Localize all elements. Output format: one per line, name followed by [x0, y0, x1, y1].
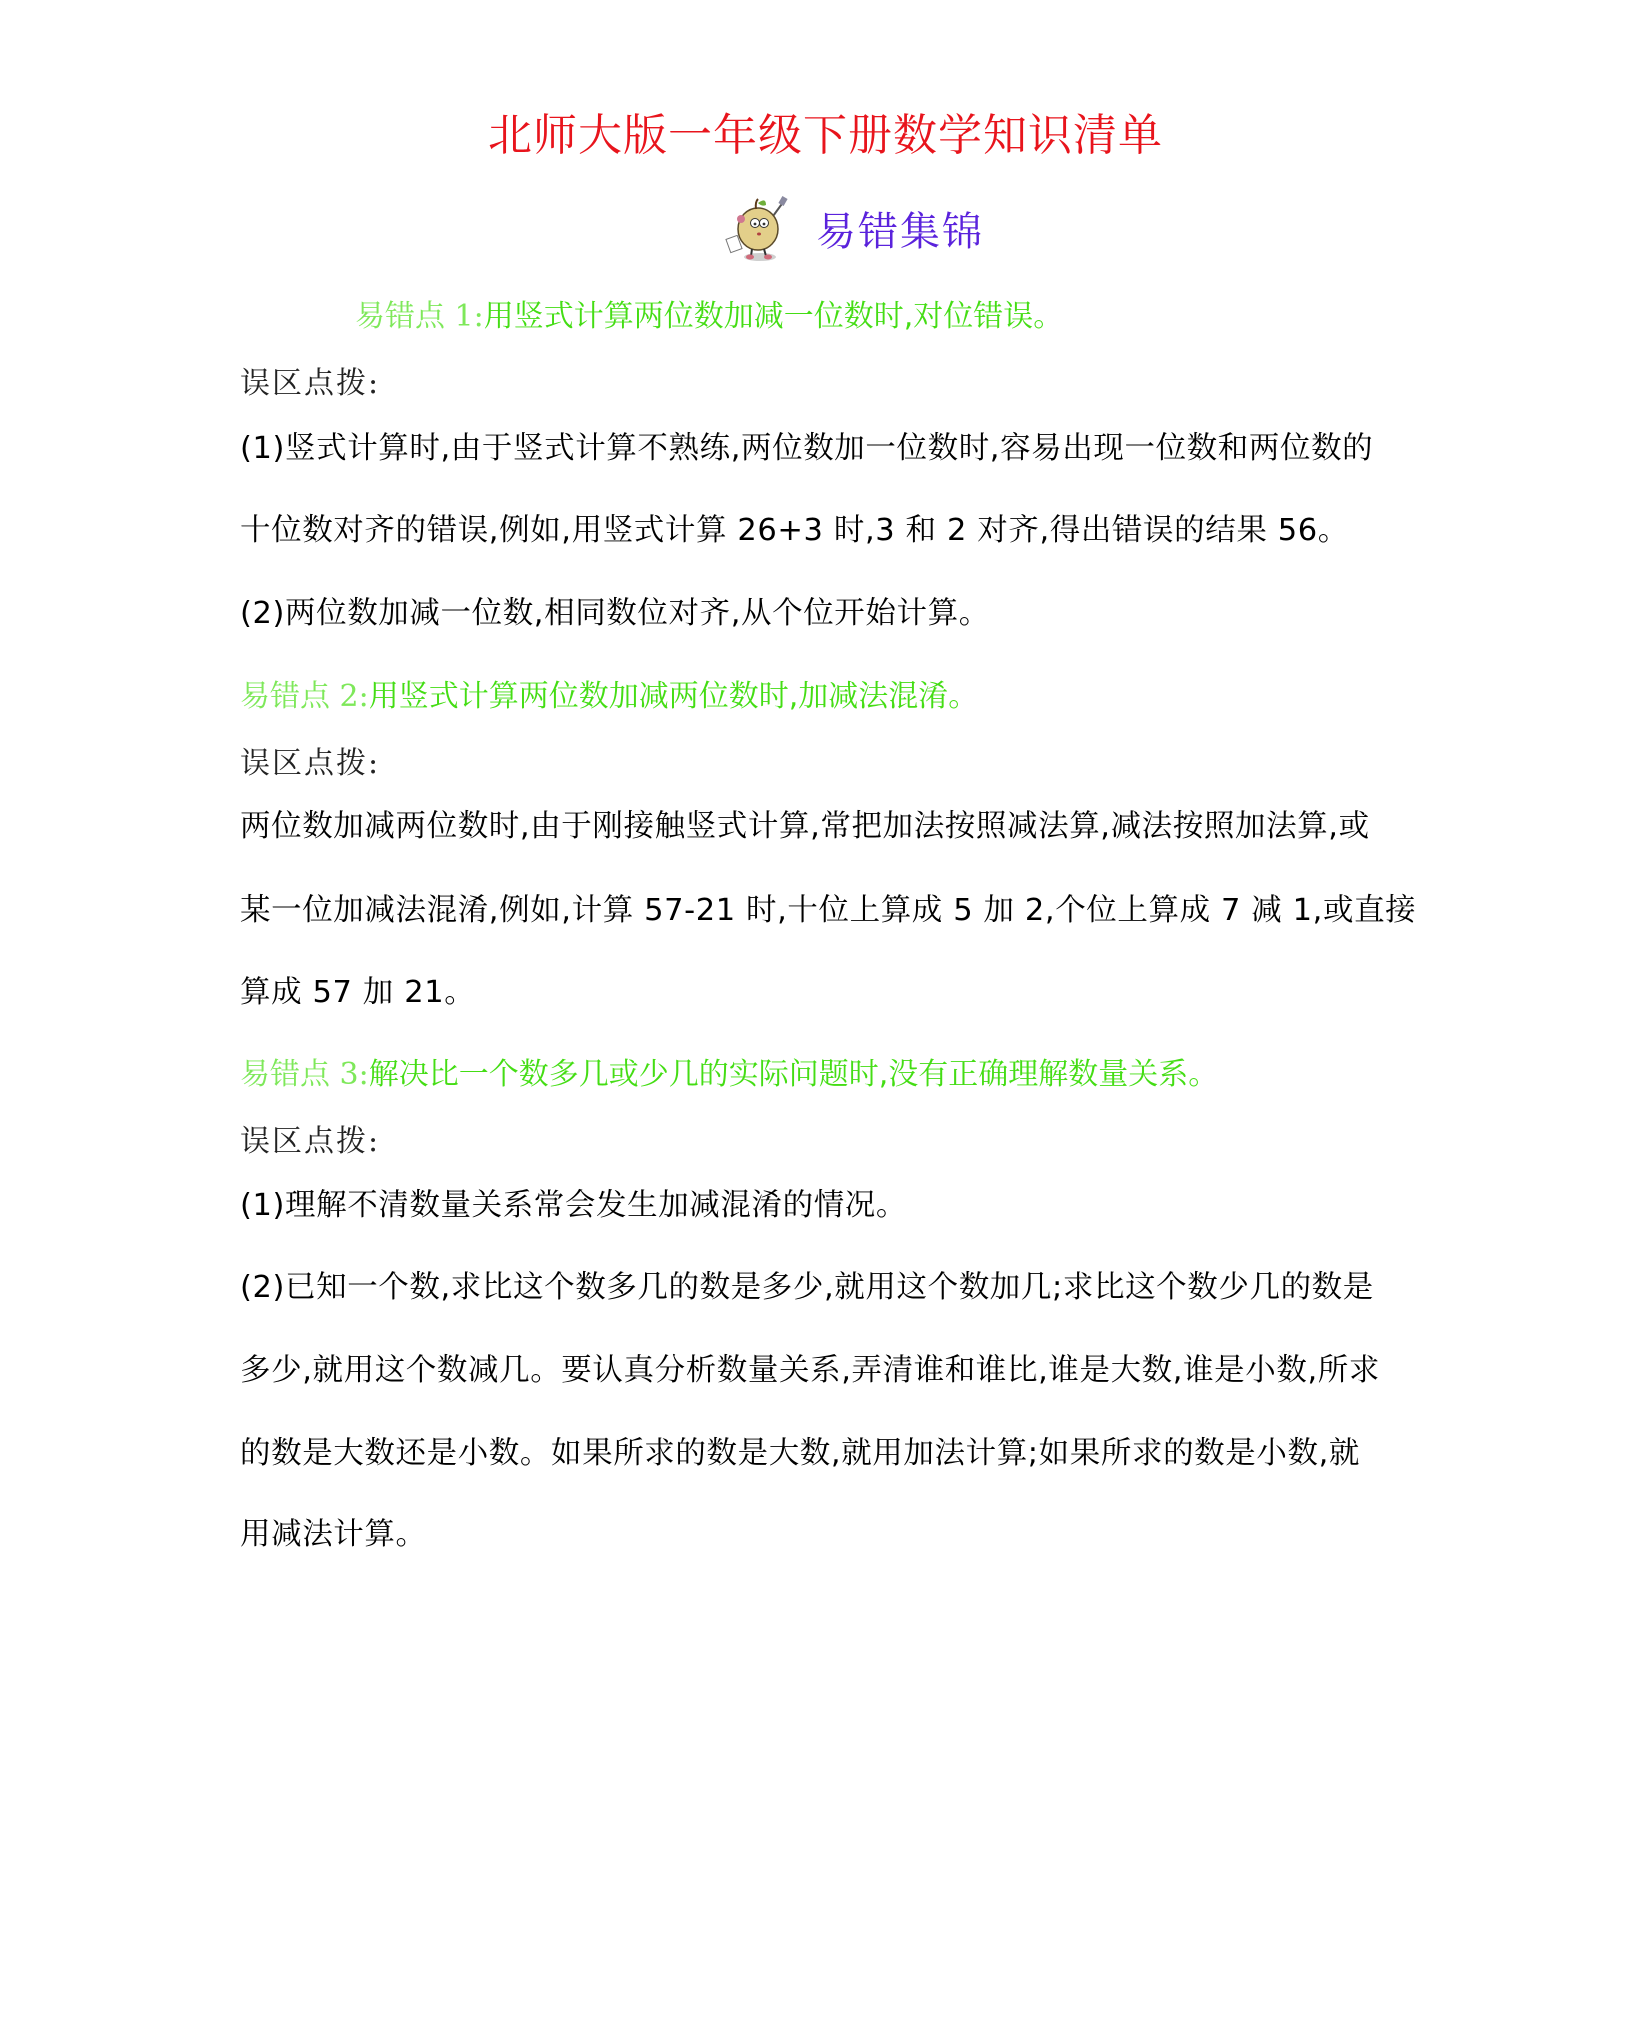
body-line: 算成 57 加 21。	[240, 975, 476, 1010]
error-point-prefix: 易错点 1:	[355, 299, 484, 334]
body-line: (1)理解不清数量关系常会发生加减混淆的情况。	[240, 1188, 908, 1223]
error-point-prefix: 易错点 2:	[240, 679, 369, 714]
body-line: 十位数对齐的错误,例如,用竖式计算 26+3 时,3 和 2 对齐,得出错误的结果 56。	[240, 513, 1349, 548]
document-title: 北师大版一年级下册数学知识清单	[488, 110, 1163, 161]
error-point-2-heading	[240, 677, 978, 717]
tip-label: 误区点拨:	[240, 746, 381, 781]
body-line: 多少,就用这个数减几。要认真分析数量关系,弄清谁和谁比,谁是大数,谁是小数,所求	[240, 1353, 1380, 1388]
body-line: (2)已知一个数,求比这个数多几的数是多少,就用这个数加几;求比这个数少几的数是	[240, 1270, 1374, 1305]
error-point-title: 解决比一个数多几或少几的实际问题时,没有正确理解数量关系。	[368, 1057, 1219, 1092]
error-point-prefix: 易错点 3:	[240, 1057, 369, 1092]
section-banner-label: 易错集锦	[816, 208, 984, 255]
body-line: (2)两位数加减一位数,相同数位对齐,从个位开始计算。	[240, 596, 990, 631]
error-point-title: 用竖式计算两位数加减两位数时,加减法混淆。	[368, 679, 979, 714]
section-banner	[722, 192, 984, 264]
error-point-3-heading	[240, 1055, 1218, 1095]
body-line: 某一位加减法混淆,例如,计算 57-21 时,十位上算成 5 加 2,个位上算成 7 减 1,或直接	[240, 893, 1417, 928]
tip-label: 误区点拨:	[240, 366, 381, 401]
body-line: 的数是大数还是小数。如果所求的数是大数,就用加法计算;如果所求的数是小数,就	[240, 1436, 1360, 1471]
error-point-title: 用竖式计算两位数加减一位数时,对位错误。	[483, 299, 1064, 334]
tip-label: 误区点拨:	[240, 1124, 381, 1159]
error-point-1-heading	[355, 297, 1063, 337]
body-line: 用减法计算。	[240, 1517, 427, 1552]
body-line: 两位数加减两位数时,由于刚接触竖式计算,常把加法按照减法算,减法按照加法算,或	[240, 809, 1370, 844]
apple-mascot-icon	[722, 193, 794, 263]
body-line: (1)竖式计算时,由于竖式计算不熟练,两位数加一位数时,容易出现一位数和两位数的	[240, 431, 1374, 466]
